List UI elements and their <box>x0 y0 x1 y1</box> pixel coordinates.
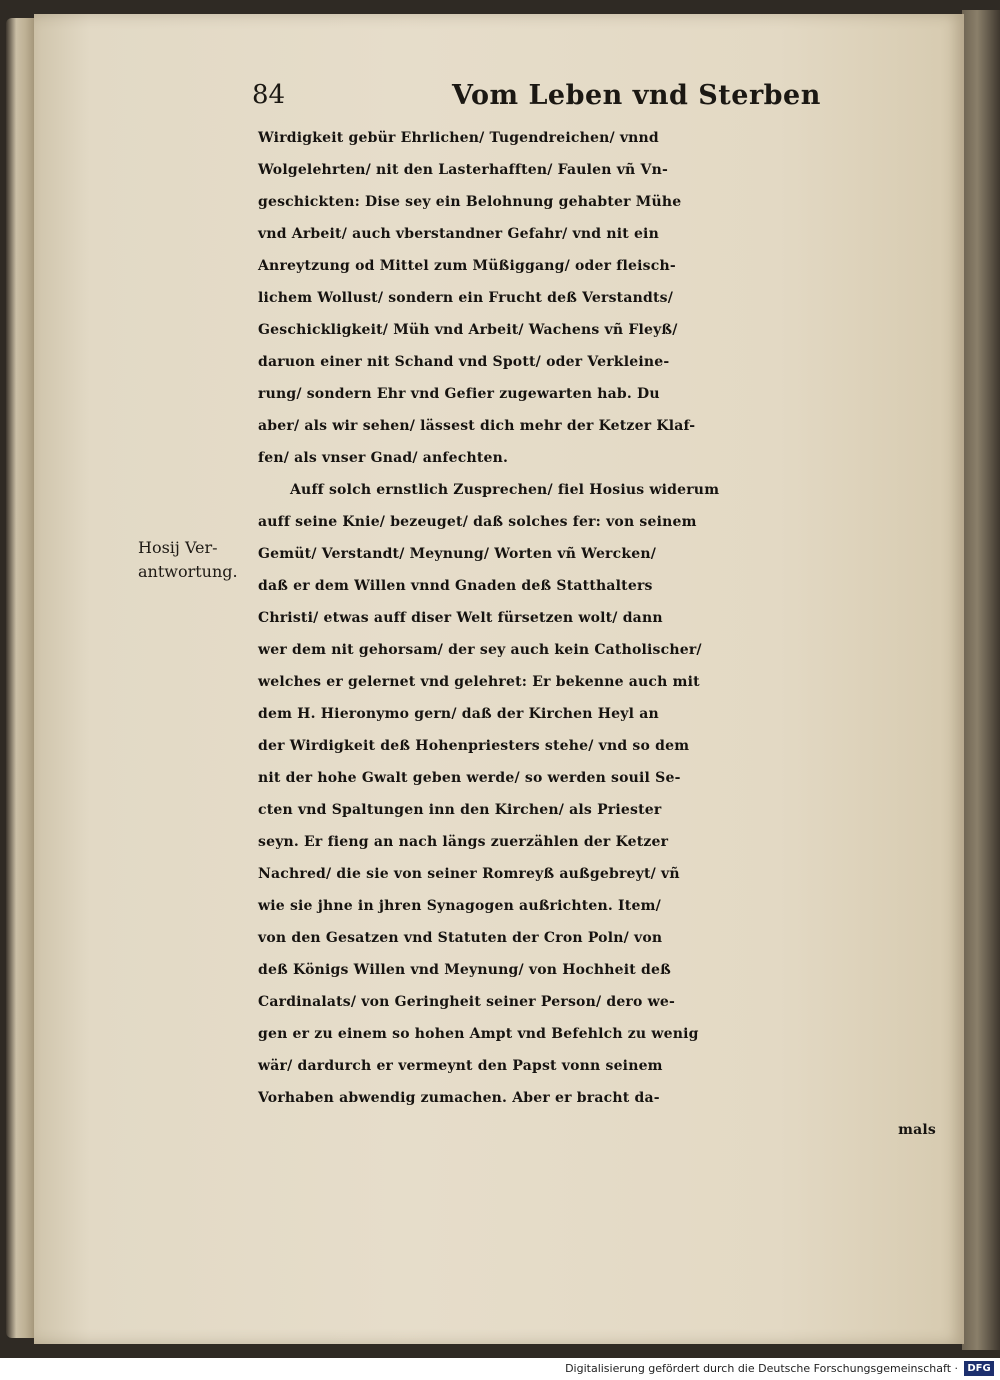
text-line: cten vnd Spaltungen inn den Kirchen/ als Priester <box>258 802 662 818</box>
text-line: gen er zu einem so hohen Ampt vnd Befehlch zu wenig <box>258 1026 699 1042</box>
text-line: auff seine Knie/ bezeuget/ daß solches fer: von seinem <box>258 514 697 530</box>
margin-note <box>138 536 258 584</box>
text-line: lichem Wollust/ sondern ein Frucht deß Verstandts/ <box>258 290 674 306</box>
funding-notice: Digitalisierung gefördert durch die Deutsche Forschungsgemeinschaft · <box>565 1362 958 1375</box>
text-line-paragraph-start: Auff solch ernstlich Zusprechen/ fiel Hosius widerum <box>290 482 720 498</box>
book-right-edge <box>962 10 1000 1350</box>
text-line: Cardinalats/ von Geringheit seiner Person/ dero we- <box>258 994 675 1010</box>
text-line: der Wirdigkeit deß Hohenpriesters stehe/ vnd so dem <box>258 738 690 754</box>
text-line: rung/ sondern Ehr vnd Gefier zugewarten hab. Du <box>258 386 660 402</box>
footer-bar <box>0 1358 1000 1380</box>
page-number: 84 <box>252 80 286 110</box>
text-line: Wirdigkeit gebür Ehrlichen/ Tugendreichen/ vnnd <box>258 130 659 146</box>
text-line: Gemüt/ Verstandt/ Meynung/ Worten vñ Wercken/ <box>258 546 657 562</box>
text-line: Anreytzung od Mittel zum Müßiggang/ oder fleisch- <box>258 258 676 274</box>
dfg-logo: DFG <box>964 1361 994 1376</box>
text-line: nit der hohe Gwalt geben werde/ so werden souil Se- <box>258 770 681 786</box>
text-line: deß Königs Willen vnd Meynung/ von Hochheit deß <box>258 962 671 978</box>
text-line: dem H. Hieronymo gern/ daß der Kirchen Heyl an <box>258 706 659 722</box>
text-line: wär/ dardurch er vermeynt den Papst vonn seinem <box>258 1058 663 1074</box>
text-line: Nachred/ die sie von seiner Romreyß außgebreyt/ vñ <box>258 866 680 882</box>
text-line: vnd Arbeit/ auch vberstandner Gefahr/ vnd nit ein <box>258 226 659 242</box>
text-line: Christi/ etwas auff diser Welt fürsetzen wolt/ dann <box>258 610 663 626</box>
text-line: wer dem nit gehorsam/ der sey auch kein Catholischer/ <box>258 642 702 658</box>
text-line: geschickten: Dise sey ein Belohnung gehabter Mühe <box>258 194 682 210</box>
text-line: daß er dem Willen vnnd Gnaden deß Statthalters <box>258 578 653 594</box>
text-line: Geschickligkeit/ Müh vnd Arbeit/ Wachens vñ Fleyß/ <box>258 322 678 338</box>
page-header <box>252 80 952 120</box>
text-line: seyn. Er fieng an nach längs zuerzählen der Ketzer <box>258 834 669 850</box>
text-line: daruon einer nit Schand vnd Spott/ oder Verkleine- <box>258 354 670 370</box>
text-line: Vorhaben abwendig zumachen. Aber er bracht da- <box>258 1090 660 1106</box>
body-text <box>258 122 948 1146</box>
margin-note-line: Hosij Ver- <box>138 538 218 557</box>
text-line: Wolgelehrten/ nit den Lasterhafften/ Faulen vñ Vn- <box>258 162 668 178</box>
text-line: aber/ als wir sehen/ lässest dich mehr der Ketzer Klaf- <box>258 418 696 434</box>
running-head: Vom Leben vnd Sterben <box>452 80 821 111</box>
text-line: fen/ als vnser Gnad/ anfechten. <box>258 450 509 466</box>
text-line: welches er gelernet vnd gelehret: Er bekenne auch mit <box>258 674 700 690</box>
catchword: mals <box>898 1122 936 1138</box>
margin-note-line: antwortung. <box>138 562 238 581</box>
text-line: wie sie jhne in jhren Synagogen außrichten. Item/ <box>258 898 661 914</box>
text-line: von den Gesatzen vnd Statuten der Cron Poln/ von <box>258 930 663 946</box>
